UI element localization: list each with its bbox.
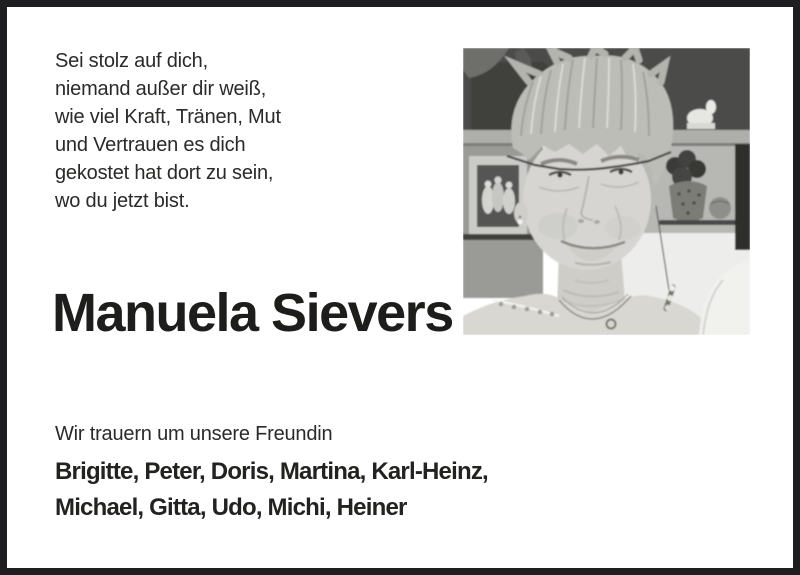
portrait-photo <box>463 48 750 335</box>
mourners-line: Brigitte, Peter, Doris, Martina, Karl-Heinz, <box>55 458 488 485</box>
poem-line: niemand außer dir weiß, <box>55 78 267 100</box>
portrait-art <box>463 48 750 335</box>
poem <box>55 47 281 215</box>
poem-line: Sei stolz auf dich, <box>55 50 208 72</box>
mourning-line: Wir trauern um unsere Freundin <box>55 423 333 445</box>
mourners-line: Michael, Gitta, Udo, Michi, Heiner <box>55 494 407 521</box>
mourners <box>55 454 488 526</box>
poem-line: wo du jetzt bist. <box>55 190 190 212</box>
deceased-name: Manuela Sievers <box>52 283 453 343</box>
poem-line: und Vertrauen es dich <box>55 134 246 156</box>
poem-line: wie viel Kraft, Tränen, Mut <box>55 106 281 128</box>
poem-line: gekostet hat dort zu sein, <box>55 162 274 184</box>
